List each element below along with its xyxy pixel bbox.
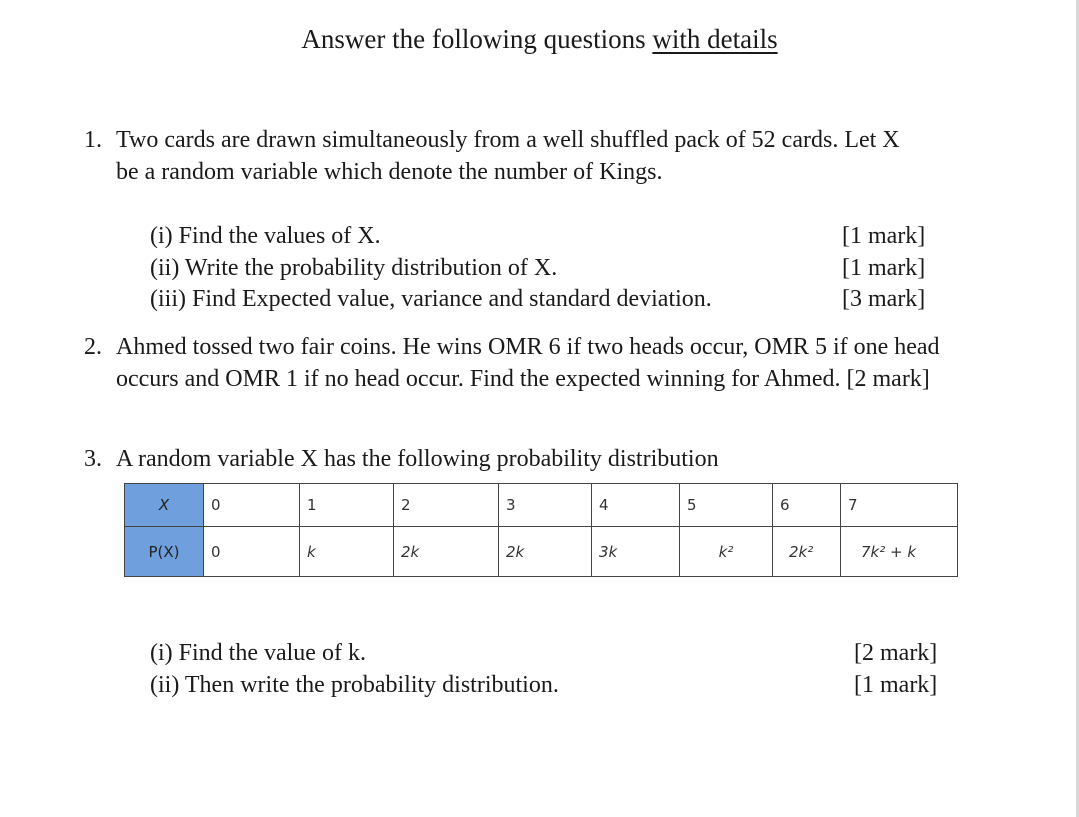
question-1-line-2: be a random variable which denote the number of Kings. [116,159,663,185]
probability-table [124,483,958,577]
question-1-number: 1. [84,127,102,153]
x-value-cell: 6 [773,484,841,527]
question-1-line-1: Two cards are drawn simultaneously from a well shuffled pack of 52 cards. Let X [116,127,900,153]
p-value-cell: 2k² [773,527,841,577]
q1-part-row [150,253,940,285]
question-2-line-1: Ahmed tossed two fair coins. He wins OMR 6 if two heads occur, OMR 5 if one head [116,334,940,360]
question-2-number: 2. [84,334,102,360]
q3-part-text: (i) Find the value of k. [150,640,366,666]
q3-part-text: (ii) Then write the probability distribution. [150,672,559,698]
p-value-cell: k² [680,527,773,577]
question-1-parts [150,221,940,316]
question-2 [84,331,940,395]
question-1 [84,124,900,188]
title-prefix: Answer the following questions [301,24,653,54]
q1-part-mark: [3 mark] [842,286,926,312]
q1-part-text: (i) Find the values of X. [150,223,381,249]
q1-part-text: (ii) Write the probability distribution of X. [150,254,558,281]
question-2-line-2: occurs and OMR 1 if no head occur. Find the expected winning for Ahmed. [2 mark] [116,366,930,392]
p-header-cell: P(X) [125,527,204,577]
x-value-cell: 0 [204,484,300,527]
x-value-cell: 3 [499,484,592,527]
question-3-line-1: A random variable X has the following probability distribution [116,446,719,472]
q3-part-row [150,670,950,702]
q1-part-row [150,221,940,253]
table-row-x [125,484,958,527]
p-value-cell: 2k [499,527,592,577]
question-3-parts [150,638,950,702]
q1-part-mark: [1 mark] [842,254,926,281]
x-value-cell: 4 [592,484,680,527]
q3-part-mark: [2 mark] [854,640,938,666]
q1-part-row [150,284,940,316]
q1-part-text: (iii) Find Expected value, variance and standard deviation. [150,286,712,312]
x-value-cell: 7 [841,484,958,527]
question-3-number: 3. [84,446,102,472]
p-value-cell: 7k² + k [841,527,958,577]
x-value-cell: 5 [680,484,773,527]
q1-part-mark: [1 mark] [842,223,926,249]
q3-part-mark: [1 mark] [854,672,938,698]
question-3 [84,443,719,475]
table-row-p [125,527,958,577]
x-header-cell: X [125,484,204,527]
x-value-cell: 2 [394,484,499,527]
p-value-cell: k [300,527,394,577]
x-value-cell: 1 [300,484,394,527]
q3-part-row [150,638,950,670]
p-value-cell: 0 [204,527,300,577]
title-underlined: with details [652,24,778,54]
p-value-cell: 3k [592,527,680,577]
page-title [0,24,1079,55]
p-value-cell: 2k [394,527,499,577]
